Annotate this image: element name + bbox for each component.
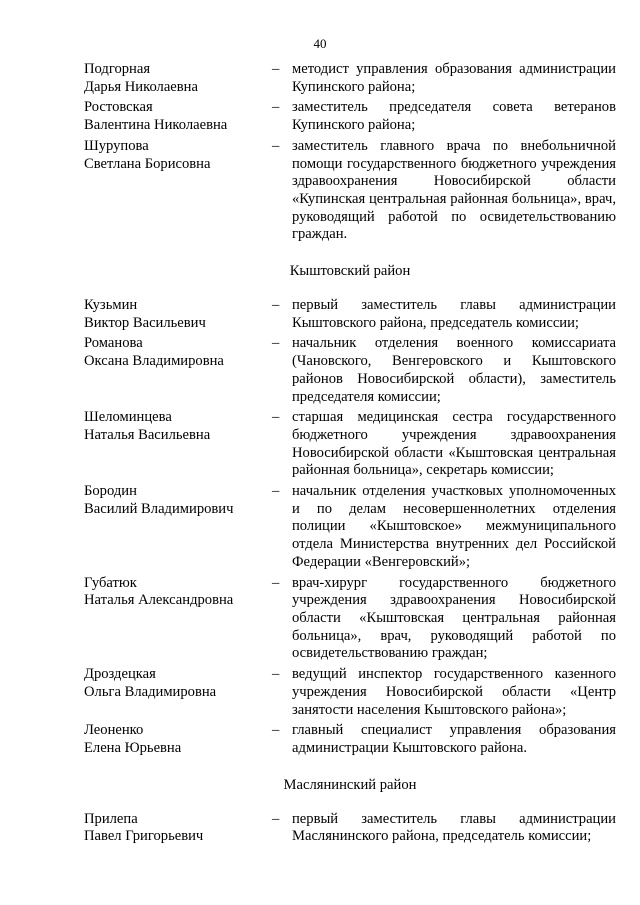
dash-separator: –: [272, 666, 280, 683]
member-entry: [84, 99, 616, 134]
member-entry: [84, 335, 616, 406]
dash-separator: –: [272, 61, 280, 77]
member-entry: [84, 297, 616, 332]
member-given-names: Павел Григорьевич: [84, 828, 204, 845]
member-position: начальник отделения военного комиссариата (Чановского, Венгеровского и Кыштовского районов Новосибирской области), заместитель председателя комиссии;: [292, 335, 616, 405]
member-surname: Леоненко: [84, 722, 144, 739]
member-entry: [84, 409, 616, 480]
member-position: заместитель председателя совета ветеранов Купинского района;: [292, 99, 616, 134]
member-name: [84, 335, 272, 406]
member-given-names: Виктор Васильевич: [84, 314, 206, 331]
member-entry: [84, 811, 616, 846]
member-surname: Ростовская: [84, 99, 153, 116]
member-position: первый заместитель главы администрации Маслянинского района, председатель комиссии;: [292, 810, 616, 845]
member-given-names: Василий Владимирович: [84, 500, 234, 517]
dash-separator: –: [272, 137, 280, 154]
member-entry: [84, 483, 616, 572]
member-name: [84, 483, 272, 572]
section-heading-kyshtovsky: Кыштовский район: [289, 263, 411, 280]
member-position: начальник отделения участковых уполномоченных и по делам несовершеннолетних отделения полиции «Кыштовское» межмуниципального отдела Министерства внутренних дел Российской Федерации «Венгеровский»;: [292, 483, 616, 570]
member-given-names: Наталья Александровна: [84, 592, 234, 609]
member-name: [84, 722, 272, 757]
member-entry: [84, 575, 616, 664]
member-position: методист управления образования администрации Купинского района;: [292, 61, 616, 95]
member-name: [84, 138, 272, 244]
dash-separator: –: [272, 810, 280, 827]
page-number: 40: [313, 36, 327, 51]
dash-separator: –: [272, 574, 280, 591]
dash-separator: –: [272, 409, 280, 426]
member-surname: Подгорная: [84, 61, 151, 77]
member-surname: Дроздецкая: [84, 666, 156, 683]
dash-separator: –: [272, 99, 280, 116]
member-name: [84, 575, 272, 664]
member-name: [84, 99, 272, 134]
member-position: заместитель главного врача по внебольничной помощи государственного бюджетного учреждения здравоохранения Новосибирской области «Купинская центральная районная больница», врач, руководящий работой по освидетельствованию граждан.: [292, 137, 616, 243]
member-entry: [84, 722, 616, 757]
member-surname: Шеломинцева: [84, 409, 172, 426]
commission-member-list: [84, 61, 616, 849]
dash-separator: –: [272, 297, 280, 314]
dash-separator: –: [272, 335, 280, 352]
member-entry: [84, 138, 616, 244]
member-surname: Шурупова: [84, 137, 149, 154]
member-surname: Прилепа: [84, 810, 138, 827]
member-surname: Романова: [84, 335, 143, 352]
member-name: [84, 61, 272, 96]
member-position: первый заместитель главы администрации Кыштовского района, председатель комиссии;: [292, 297, 616, 331]
member-name: [84, 297, 272, 332]
member-entry: [84, 61, 616, 96]
member-given-names: Елена Юрьевна: [84, 739, 182, 756]
member-given-names: Валентина Николаевна: [84, 117, 228, 134]
member-position: старшая медицинская сестра государственного бюджетного учреждения здравоохранения Новосибирской области «Кыштовская центральная районная больница», секретарь комиссии;: [292, 409, 616, 479]
member-given-names: Дарья Николаевна: [84, 78, 198, 95]
member-entry: [84, 666, 616, 719]
member-name: [84, 409, 272, 480]
member-given-names: Оксана Владимировна: [84, 353, 224, 370]
member-surname: Кузьмин: [84, 297, 138, 314]
member-given-names: Наталья Васильевна: [84, 426, 211, 443]
dash-separator: –: [272, 483, 280, 500]
dash-separator: –: [272, 722, 280, 739]
member-given-names: Ольга Владимировна: [84, 683, 217, 700]
member-surname: Бородин: [84, 483, 137, 500]
section-heading-maslyaninsky: Маслянинский район: [283, 776, 417, 793]
member-name: [84, 666, 272, 719]
member-name: [84, 811, 272, 846]
member-position: врач-хирург государственного бюджетного учреждения здравоохранения Новосибирской области «Кыштовская центральная районная больница», врач, руководящий работой по освидетельствованию граждан;: [292, 574, 616, 662]
member-position: ведущий инспектор государственного казенного учреждения Новосибирской области «Центр занятости населения Кыштовского района»;: [292, 666, 616, 718]
member-given-names: Светлана Борисовна: [84, 155, 211, 172]
member-position: главный специалист управления образования администрации Кыштовского района.: [292, 722, 616, 756]
member-surname: Губатюк: [84, 574, 137, 591]
